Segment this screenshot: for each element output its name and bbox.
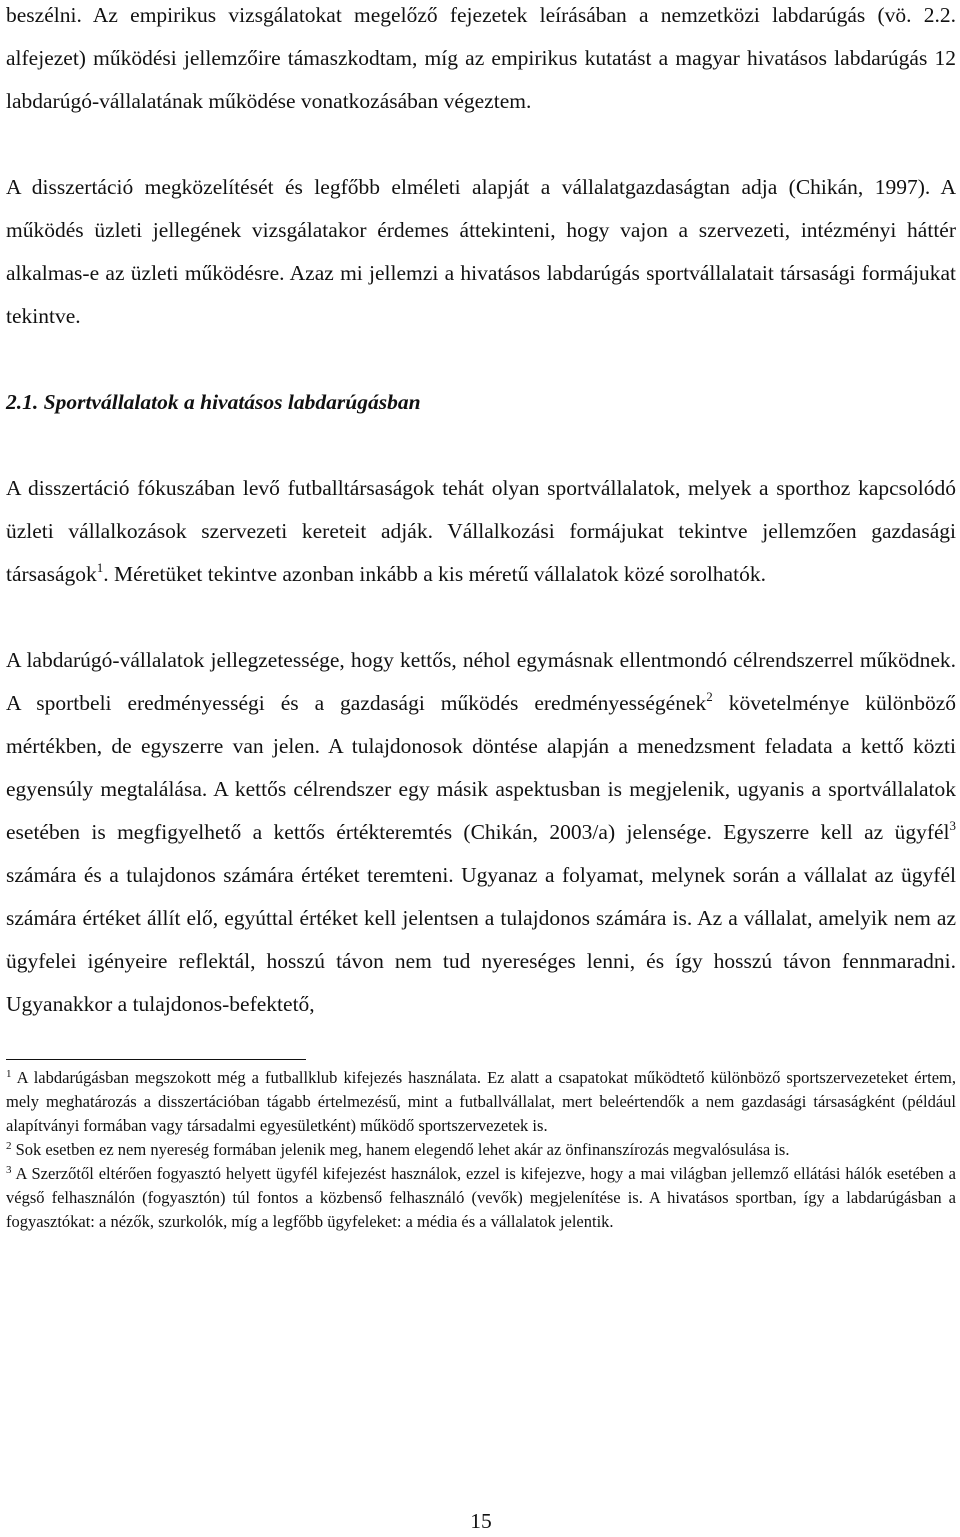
- body-paragraph-3: [6, 467, 956, 596]
- footnote-3: [6, 1162, 956, 1234]
- footnote-2: [6, 1138, 956, 1162]
- footnote-2-number: 2: [6, 1140, 12, 1152]
- body-paragraph-3-part-a: A disszertáció fókuszában levő futballtársaságok tehát olyan sportvállalatok, melyek a sporthoz kapcsolódó üzleti vállalkozások szervezeti kereteit adják. Vállalkozási formájukat tekintve jellemzően gazdasági társaságok: [6, 476, 956, 586]
- body-paragraph-4-part-a: A labdarúgó-vállalatok jellegzetessége, hogy kettős, néhol egymásnak ellentmondó célrendszerrel működnek. A sportbeli eredményességi és a gazdasági működés eredményességének: [6, 648, 956, 715]
- section-heading: 2.1. Sportvállalatok a hivatásos labdarúgásban: [6, 390, 421, 414]
- page-number: 15: [470, 1509, 492, 1533]
- footnote-separator: [6, 1059, 306, 1060]
- body-paragraph-4: [6, 639, 956, 1026]
- footnote-ref-3: 3: [949, 818, 956, 833]
- footnote-ref-2: 2: [706, 689, 713, 704]
- body-paragraph-4-part-c: számára és a tulajdonos számára értéket teremteni. Ugyanaz a folyamat, melynek során a vállalat az ügyfél számára értéket állít elő, egyúttal értéket kell jelentsen a tulajdonos számára is. Az a vállalat, amelyik nem az ügyfelei igényeire reflektál, hosszú távon nem tud nyereséges lenni, és így hosszú távon fennmaradni. Ugyanakkor a tulajdonos-befektető,: [6, 863, 956, 1016]
- footnote-1: [6, 1066, 956, 1138]
- document-page: [6, 0, 956, 1537]
- footnote-3-number: 3: [6, 1164, 12, 1176]
- body-paragraph-4-part-b: követelménye különböző mértékben, de egyszerre van jelen. A tulajdonosok döntése alapján a menedzsment feladata a kettő közti egyensúly megtalálása. A kettős célrendszer egy másik aspektusban is megjelenik, ugyanis a sportvállalatok esetében is megfigyelhető a kettős értékteremtés (Chikán, 2003/a) jelensége. Egyszerre kell az ügyfél: [6, 691, 956, 844]
- footnote-2-text: Sok esetben ez nem nyereség formában jelenik meg, hanem elegendő lehet akár az önfinanszírozás megvalósulása is.: [11, 1140, 790, 1159]
- footnote-3-text: A Szerzőtől eltérően fogyasztó helyett ügyfél kifejezést használok, ezzel is kifejezve, hogy a mai világban jellemző ellátási hálók esetében a végső felhasználón (fogyasztón) túl fontos a közbenső felhasználó (vevők) megjelenítése is. A hivatásos sportban, így a labdarúgásban a fogyasztókat: a nézők, szurkolók, míg a legfőbb ügyfeleket: a média és a vállalatok jelentik.: [6, 1164, 956, 1231]
- body-paragraph-1: beszélni. Az empirikus vizsgálatokat megelőző fejezetek leírásában a nemzetközi labdarúgás (vö. 2.2. alfejezet) működési jellemzőire támaszkodtam, míg az empirikus kutatást a magyar hivatásos labdarúgás 12 labdarúgó-vállalatának működése vonatkozásában végeztem.: [6, 3, 956, 113]
- footnote-ref-1: 1: [96, 560, 104, 575]
- body-paragraph-3-part-b: . Méretüket tekintve azonban inkább a kis méretű vállalatok közé sorolhatók.: [103, 562, 766, 586]
- body-paragraph-2: A disszertáció megközelítését és legfőbb elméleti alapját a vállalatgazdaságtan adja (Chikán, 1997). A működés üzleti jellegének vizsgálatakor érdemes áttekinteni, hogy vajon a szervezeti, intézményi háttér alkalmas-e az üzleti működésre. Azaz mi jellemzi a hivatásos labdarúgás sportvállalatait társasági formájukat tekintve.: [6, 175, 956, 328]
- footnote-1-number: 1: [6, 1068, 12, 1080]
- footnote-1-text: A labdarúgásban megszokott még a futballklub kifejezés használata. Ez alatt a csapatokat működtető különböző sportszervezeteket értem, mely meghatározás a disszertációban tágabb értelmezésű, mint a futballvállalat, mert beleértendők a nem gazdasági társaságként (például alapítványi formában vagy társadalmi egyesületként) működő sportszervezetek is.: [6, 1068, 956, 1135]
